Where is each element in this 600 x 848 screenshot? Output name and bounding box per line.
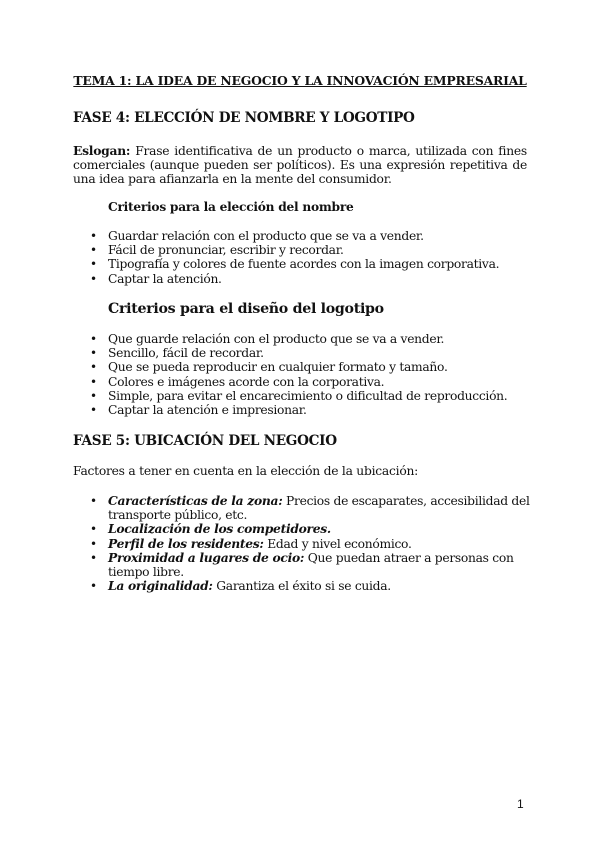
list-item: • Que se pueda reproducir en cualquier formato y tamaño.: [90, 360, 530, 374]
fase4-heading: FASE 4: ELECCIÓN DE NOMBRE Y LOGOTIPO: [73, 110, 415, 126]
list-item: • Colores e imágenes acorde con la corporativa.: [90, 375, 530, 389]
nombre-criteria-heading: Criterios para la elección del nombre: [108, 200, 354, 214]
list-item: [90, 579, 530, 593]
logo-criteria-heading: Criterios para el diseño del logotipo: [108, 301, 384, 317]
factor-text: Precios de escaparates, accesibilidad del transporte público, etc.: [108, 494, 530, 523]
ubicacion-intro: Factores a tener en cuenta en la elección de la ubicación:: [73, 464, 419, 478]
list-item: • Sencillo, fácil de recordar.: [90, 346, 530, 360]
list-item: • Simple, para evitar el encarecimiento o dificultad de reproducción.: [90, 389, 530, 403]
factor-text: Edad y nivel económico.: [263, 536, 412, 551]
list-item: [90, 494, 530, 522]
fase5-heading: FASE 5: UBICACIÓN DEL NEGOCIO: [73, 433, 337, 449]
factor-term: Perfil de los residentes:: [108, 535, 264, 551]
factor-term: La originalidad:: [108, 578, 213, 594]
list-item: • Tipografía y colores de fuente acordes con la imagen corporativa.: [90, 257, 530, 271]
nombre-criteria-list: [90, 229, 530, 286]
list-item: • Que guarde relación con el producto que se va a vender.: [90, 332, 530, 346]
list-item: [90, 537, 530, 551]
list-item: • Captar la atención.: [90, 272, 530, 286]
factor-term: Proximidad a lugares de ocio:: [108, 549, 305, 565]
document-title: TEMA 1: LA IDEA DE NEGOCIO Y LA INNOVACIÓN EMPRESARIAL: [73, 73, 527, 88]
factor-text: Que puedan atraer a personas con tiempo libre.: [108, 550, 514, 580]
list-item: • Captar la atención e impresionar.: [90, 403, 530, 417]
list-item: • Fácil de pronunciar, escribir y recordar.: [90, 243, 530, 257]
eslogan-text: Frase identificativa de un producto o marca, utilizada con fines comerciales (aunque pueden ser políticos). Es una expresión repetitiva de una idea para afianzarla en la mente del consumidor.: [73, 144, 527, 187]
page-number: 1: [517, 797, 524, 811]
eslogan-term: Eslogan:: [73, 143, 131, 158]
list-item: [90, 522, 530, 536]
ubicacion-factors-list: [90, 494, 530, 593]
factor-term: Localización de los competidores.: [108, 521, 331, 537]
list-item: [90, 551, 530, 579]
factor-text: Garantiza el éxito si se cuida.: [212, 579, 391, 594]
logo-criteria-list: [90, 332, 530, 417]
factor-term: Características de la zona:: [108, 493, 283, 508]
eslogan-paragraph: [73, 144, 527, 187]
list-item: • Guardar relación con el producto que se va a vender.: [90, 229, 530, 243]
